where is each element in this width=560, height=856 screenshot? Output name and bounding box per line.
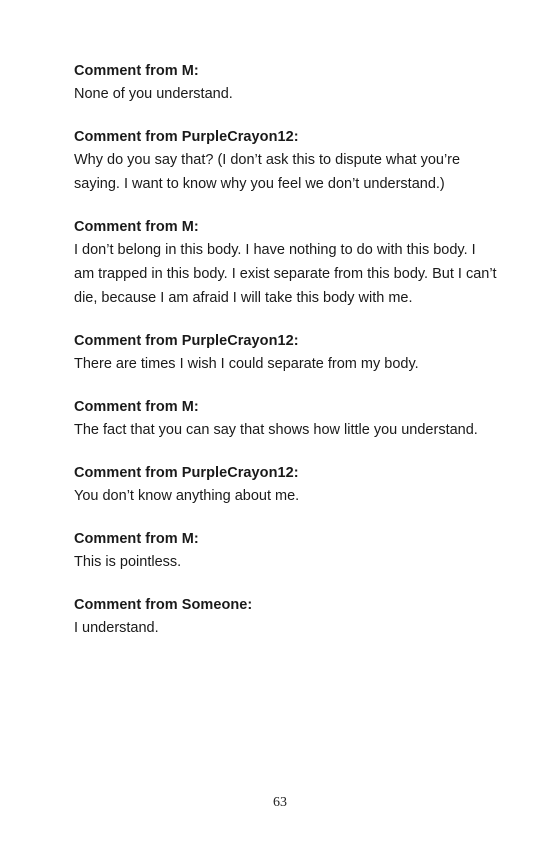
comment-line: You don’t know anything about me. [74,488,300,504]
comment-line: There are times I wish I could separate from my body. [74,356,419,372]
page-number: 63 [273,795,287,810]
comment-text [74,82,504,106]
comment [74,126,504,196]
comment-line: I don’t belong in this body. I have nothing to do with this body. I [74,242,476,258]
comment-text [74,352,504,376]
comment-author: Comment from PurpleCrayon12: [74,333,299,349]
comment-author: Comment from M: [74,531,199,547]
comment [74,528,504,574]
comment [74,216,504,310]
comment-author: Comment from PurpleCrayon12: [74,465,299,481]
comment-line: am trapped in this body. I exist separate from this body. But I can’t [74,266,497,282]
comment-line: die, because I am afraid I will take this body with me. [74,290,413,306]
comment-line: Why do you say that? (I don’t ask this to dispute what you’re [74,152,461,168]
comment-text [74,484,504,508]
comment [74,462,504,508]
comment [74,594,504,640]
comment-author: Comment from M: [74,399,199,415]
comment-line: This is pointless. [74,554,182,570]
comment-line: The fact that you can say that shows how little you understand. [74,422,478,438]
comment [74,396,504,442]
comment-text [74,616,504,640]
comment-text [74,550,504,574]
comment-line: None of you understand. [74,86,233,102]
comment [74,330,504,376]
comment-text [74,418,504,442]
comment-author: Comment from M: [74,219,199,235]
page-content [74,60,504,660]
comment-text [74,148,504,196]
comment-text [74,238,504,310]
comment-author: Comment from Someone: [74,597,253,613]
comment-author: Comment from M: [74,63,199,79]
comment-line: I understand. [74,620,159,636]
comment-author: Comment from PurpleCrayon12: [74,129,299,145]
comment-line: saying. I want to know why you feel we don’t understand.) [74,176,445,192]
comment [74,60,504,106]
